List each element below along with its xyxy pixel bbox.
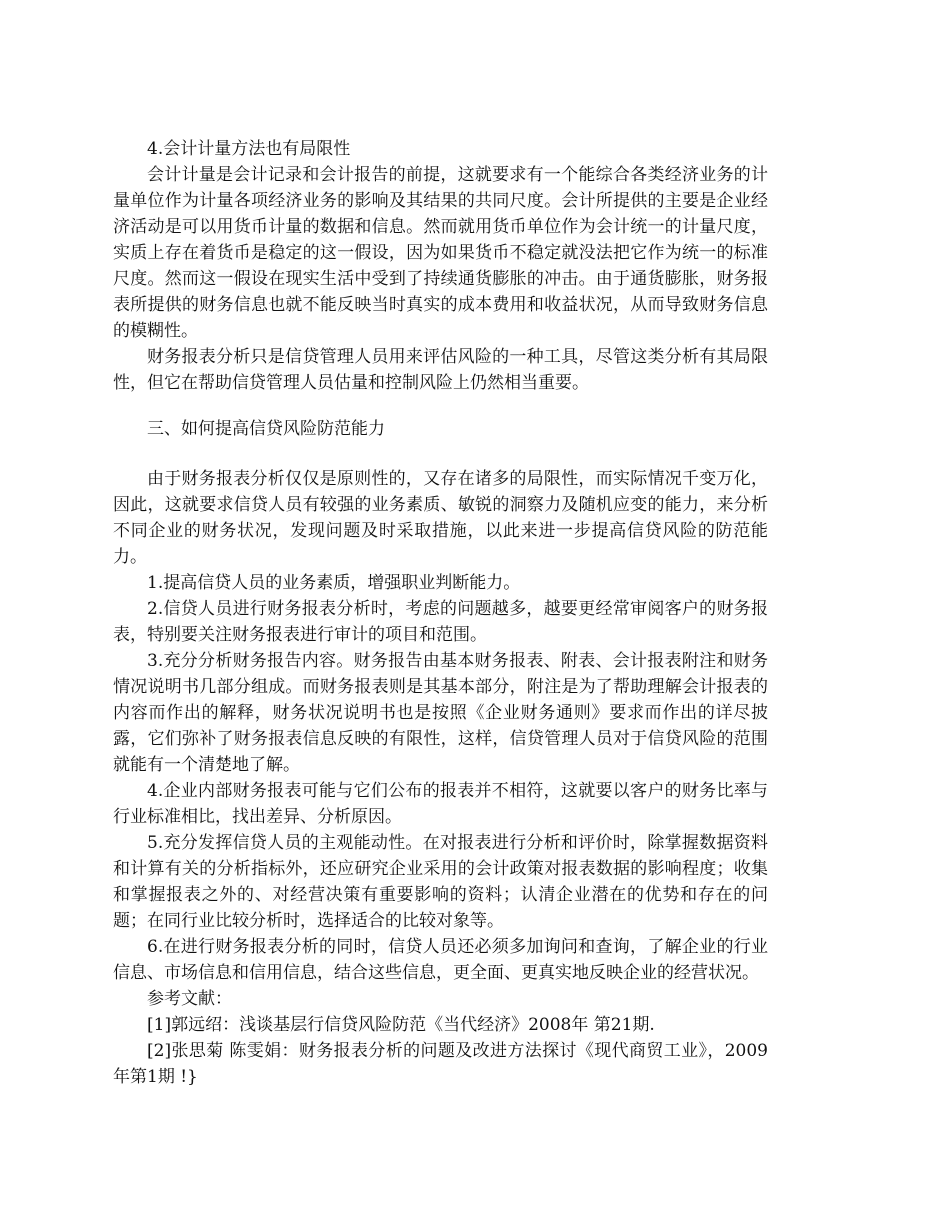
section-four-title: 4.会计计量方法也有局限性 xyxy=(147,139,351,159)
paragraph-measurement: 会计计量是会计记录和会计报告的前提，这就要求有一个能综合各类经济业务的计量单位作为计量各项经济业务的影响及其结果的共同尺度。会计所提供的主要是企业经济活动是可以用货币计量的数据和信息。然而就用货币单位作为会计统一的计量尺度，实质上存在着货币是稳定的这一假设，因为如果货币不稳定就没法把它作为统一的标准尺度。然而这一假设在现实生活中受到了持续通货膨胀的冲击。由于通货膨胀，财务报表所提供的财务信息也就不能反映当时真实的成本费用和收益状况，从而导致财务信息的模糊性。 xyxy=(113,165,768,341)
paragraph-tool: 财务报表分析只是信贷管理人员用来评估风险的一种工具，尽管这类分析有其局限性，但它在帮助信贷管理人员估量和控制风险上仍然相当重要。 xyxy=(113,347,768,393)
references-title: 参考文献： xyxy=(147,989,232,1009)
list-item-5: 5.充分发挥信贷人员的主观能动性。在对报表进行分析和评价时，除掌握数据资料和计算有关的分析指标外，还应研究企业采用的会计政策对报表数据的影响程度；收集和掌握报表之外的、对经营决策有重要影响的资料；认清企业潜在的优势和存在的问题；在同行业比较分析时，选择适合的比较对象等。 xyxy=(113,833,768,931)
document-body xyxy=(113,136,768,1090)
list-item-3: 3.充分分析财务报告内容。财务报告由基本财务报表、附表、会计报表附注和财务情况说明书几部分组成。而财务报表则是其基本部分，附注是为了帮助理解会计报表的内容而作出的解释，财务状况说明书也是按照《企业财务通则》要求而作出的详尽披露，它们弥补了财务报表信息反映的有限性，这样，信贷管理人员对于信贷风险的范围就能有一个清楚地了解。 xyxy=(113,651,768,775)
section-three-title: 三、如何提高信贷风险防范能力 xyxy=(147,419,385,439)
paragraph-intro: 由于财务报表分析仅仅是原则性的，又存在诸多的局限性，而实际情况千变万化，因此，这就要求信贷人员有较强的业务素质、敏锐的洞察力及随机应变的能力，来分析不同企业的财务状况，发现问题及时采取措施，以此来进一步提高信贷风险的防范能力。 xyxy=(113,469,768,567)
list-item-4: 4.企业内部财务报表可能与它们公布的报表并不相符，这就要以客户的财务比率与行业标准相比，找出差异、分析原因。 xyxy=(113,781,768,827)
reference-1: [1]郭远绍：浅谈基层行信贷风险防范《当代经济》2008年 第21期. xyxy=(147,1015,655,1035)
list-item-1: 1.提高信贷人员的业务素质，增强职业判断能力。 xyxy=(147,573,521,593)
reference-2: [2]张思菊 陈雯娟：财务报表分析的问题及改进方法探讨《现代商贸工业》，2009年第1期 !} xyxy=(113,1041,768,1087)
list-item-2: 2.信贷人员进行财务报表分析时，考虑的问题越多，越要更经常审阅客户的财务报表，特别要关注财务报表进行审计的项目和范围。 xyxy=(113,599,768,645)
list-item-6: 6.在进行财务报表分析的同时，信贷人员还必须多加询问和查询，了解企业的行业信息、市场信息和信用信息，结合这些信息，更全面、更真实地反映企业的经营状况。 xyxy=(113,937,768,983)
